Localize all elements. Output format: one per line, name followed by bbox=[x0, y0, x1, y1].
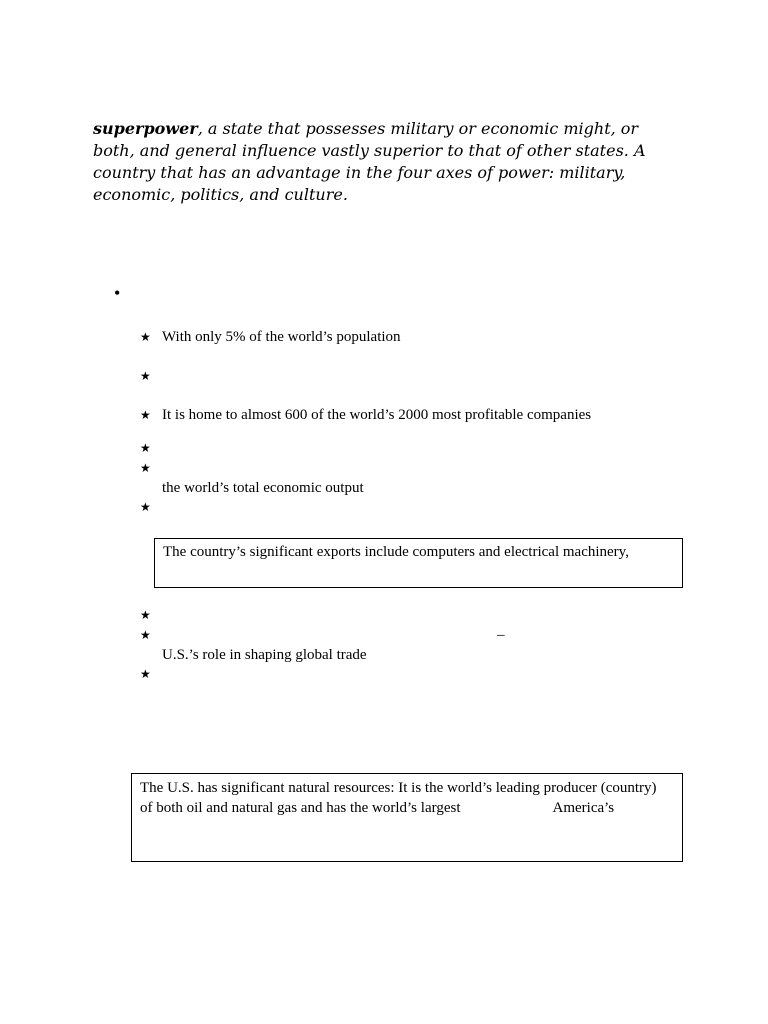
bullet-icon: • bbox=[114, 283, 121, 303]
superpower-definition bbox=[93, 118, 683, 206]
resources-line-2b: America’s bbox=[552, 800, 615, 816]
star-icon: ★ bbox=[140, 441, 151, 455]
resources-line-1: The U.S. has significant natural resources: It is the world’s leading producer (country) bbox=[140, 780, 657, 796]
list-item-output: the world’s total economic output bbox=[162, 480, 364, 496]
star-icon: ★ bbox=[140, 608, 151, 622]
star-icon: ★ bbox=[140, 461, 151, 475]
definition-term: superpower bbox=[93, 119, 198, 138]
star-icon: ★ bbox=[140, 369, 151, 383]
exports-textbox bbox=[154, 538, 683, 588]
resources-line-2a: of both oil and natural gas and has the world’s largest bbox=[140, 800, 461, 816]
list-item-companies: It is home to almost 600 of the world’s 2000 most profitable companies bbox=[162, 407, 592, 423]
resources-textbox bbox=[131, 773, 683, 862]
star-icon: ★ bbox=[140, 667, 151, 681]
resources-line-2 bbox=[140, 798, 674, 818]
star-icon: ★ bbox=[140, 330, 151, 344]
exports-text: The country’s significant exports include computers and electrical machinery, bbox=[163, 544, 629, 560]
star-icon: ★ bbox=[140, 628, 151, 642]
definition-text: , a state that possesses military or economic might, or both, and general influence vastly superior to that of other states. A country that has an advantage in the four axes of power: military, economic, politics, and culture. bbox=[93, 119, 646, 204]
star-icon: ★ bbox=[140, 500, 151, 514]
star-icon: ★ bbox=[140, 408, 151, 422]
list-item-population: With only 5% of the world’s population bbox=[162, 329, 401, 345]
list-item-trade: U.S.’s role in shaping global trade bbox=[162, 647, 367, 663]
dash-mark: – bbox=[497, 627, 505, 643]
